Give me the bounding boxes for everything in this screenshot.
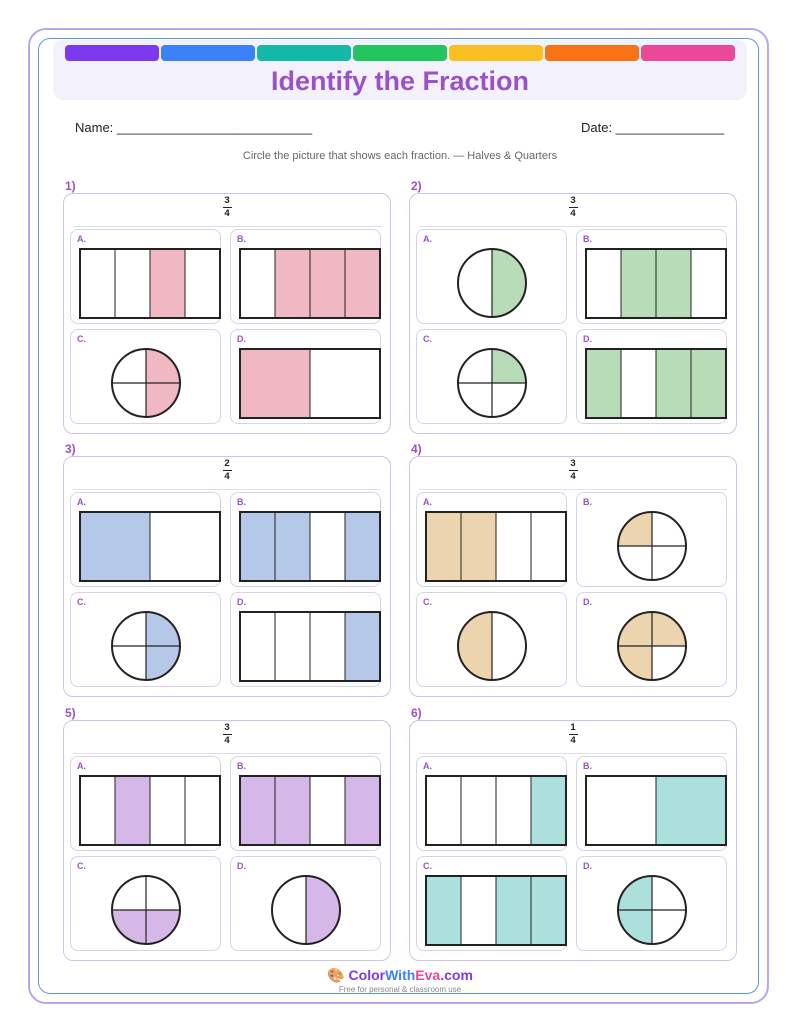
fraction-part	[275, 512, 310, 581]
fraction-denominator: 4	[570, 735, 576, 746]
fraction-numerator: 1	[570, 722, 576, 733]
fraction-part	[621, 249, 656, 318]
fraction-part	[80, 776, 115, 845]
fraction-part	[656, 349, 691, 418]
fraction-part	[150, 776, 185, 845]
target-fraction	[409, 723, 737, 746]
problem-5	[63, 706, 391, 961]
fraction-circle-model	[71, 857, 222, 952]
answer-option[interactable]	[230, 592, 381, 687]
option-letter: A.	[423, 497, 432, 507]
color-stripe-segment	[449, 45, 543, 61]
color-stripe-segment	[353, 45, 447, 61]
fraction-bar-model	[231, 593, 382, 688]
fraction-circle-model	[417, 330, 568, 425]
answer-option[interactable]	[230, 492, 381, 587]
fraction-part	[115, 776, 150, 845]
instructions: Circle the picture that shows each fraction. — Halves & Quarters	[242, 150, 558, 162]
option-letter: B.	[237, 234, 246, 244]
option-letter: C.	[77, 597, 86, 607]
fraction-bar-model	[417, 857, 568, 952]
answer-option[interactable]	[416, 492, 567, 587]
fraction-bar-model	[71, 230, 222, 325]
fraction-circle-model	[231, 857, 382, 952]
fraction-part	[461, 776, 496, 845]
fraction-part	[185, 776, 220, 845]
palette-icon: 🎨	[327, 967, 345, 983]
option-letter: A.	[77, 234, 86, 244]
answer-option[interactable]	[416, 856, 567, 951]
fraction-circle-model	[577, 857, 728, 952]
color-stripe-segment	[65, 45, 159, 61]
fraction-part	[306, 876, 340, 944]
footer	[0, 967, 800, 994]
target-fraction	[63, 723, 391, 746]
card-divider	[73, 226, 381, 227]
color-stripe-segment	[545, 45, 639, 61]
fraction-part	[272, 876, 306, 944]
problem-3	[63, 442, 391, 697]
brand-part-with: With	[385, 967, 416, 983]
option-letter: D.	[237, 861, 246, 871]
option-letter: A.	[77, 497, 86, 507]
page-title: Identify the Fraction	[270, 66, 530, 96]
fraction-bar-model	[231, 493, 382, 588]
footer-brand	[0, 967, 800, 984]
fraction-part	[275, 776, 310, 845]
fraction-part	[310, 776, 345, 845]
answer-option[interactable]	[576, 229, 727, 324]
answer-option[interactable]	[576, 592, 727, 687]
fraction-part	[458, 249, 492, 317]
answer-option[interactable]	[230, 756, 381, 851]
problem-number: 3)	[65, 442, 76, 456]
problem-4	[409, 442, 737, 697]
fraction-part	[496, 512, 531, 581]
answer-option[interactable]	[576, 856, 727, 951]
fraction-part	[345, 776, 380, 845]
fraction-part	[531, 776, 566, 845]
answer-option[interactable]	[416, 329, 567, 424]
fraction-part	[656, 776, 726, 845]
fraction-part	[586, 776, 656, 845]
fraction-part	[426, 776, 461, 845]
fraction-part	[185, 249, 220, 318]
answer-option[interactable]	[230, 329, 381, 424]
fraction-part	[80, 512, 150, 581]
color-stripe-segment	[257, 45, 351, 61]
fraction-circle-model	[417, 593, 568, 688]
answer-option[interactable]	[576, 329, 727, 424]
brand-part-tld: .com	[440, 967, 473, 983]
fraction-numerator: 3	[224, 195, 230, 206]
fraction-circle-model	[71, 593, 222, 688]
answer-option[interactable]	[70, 329, 221, 424]
fraction-part	[691, 249, 726, 318]
problem-number: 1)	[65, 179, 76, 193]
option-letter: D.	[583, 334, 592, 344]
fraction-part	[426, 512, 461, 581]
fraction-part	[586, 349, 621, 418]
color-stripe-segment	[161, 45, 255, 61]
fraction-part	[80, 249, 115, 318]
problem-2	[409, 179, 737, 434]
problem-6	[409, 706, 737, 961]
problem-number: 5)	[65, 706, 76, 720]
fraction-part	[531, 512, 566, 581]
fraction-bar-model	[577, 330, 728, 425]
fraction-part	[496, 776, 531, 845]
fraction-circle-model	[71, 330, 222, 425]
option-letter: B.	[237, 761, 246, 771]
fraction-part	[275, 612, 310, 681]
fraction-part	[656, 249, 691, 318]
fraction-part	[240, 249, 275, 318]
fraction-part	[621, 349, 656, 418]
option-letter: C.	[423, 334, 432, 344]
fraction-part	[458, 612, 492, 680]
name-field[interactable]: Name: ___________________________	[75, 120, 313, 135]
option-letter: B.	[583, 497, 592, 507]
fraction-part	[240, 512, 275, 581]
brand-part-color: Color	[348, 967, 386, 983]
fraction-part	[240, 612, 275, 681]
fraction-numerator: 3	[570, 458, 576, 469]
fraction-bar-model	[577, 757, 728, 852]
option-letter: D.	[583, 597, 592, 607]
option-letter: C.	[423, 861, 432, 871]
fraction-part	[240, 349, 310, 418]
fraction-numerator: 3	[570, 195, 576, 206]
fraction-part	[310, 349, 380, 418]
fraction-part	[310, 249, 345, 318]
answer-option[interactable]	[230, 229, 381, 324]
problem-number: 6)	[411, 706, 422, 720]
fraction-part	[461, 512, 496, 581]
fraction-part	[492, 612, 526, 680]
color-stripe-bar	[65, 45, 735, 61]
answer-option[interactable]	[576, 756, 727, 851]
fraction-part	[310, 512, 345, 581]
fraction-bar-model	[71, 493, 222, 588]
fraction-bar-model	[417, 757, 568, 852]
fraction-bar-model	[231, 757, 382, 852]
answer-option[interactable]	[70, 229, 221, 324]
target-fraction	[63, 459, 391, 482]
option-letter: D.	[583, 861, 592, 871]
fraction-numerator: 2	[224, 458, 230, 469]
option-letter: A.	[423, 761, 432, 771]
card-divider	[419, 753, 727, 754]
fraction-part	[345, 512, 380, 581]
card-divider	[419, 489, 727, 490]
fraction-circle-model	[577, 593, 728, 688]
fraction-part	[426, 876, 461, 945]
answer-option[interactable]	[70, 592, 221, 687]
fraction-part	[345, 249, 380, 318]
fraction-numerator: 3	[224, 722, 230, 733]
fraction-part	[275, 249, 310, 318]
color-stripe-segment	[641, 45, 735, 61]
option-letter: B.	[583, 761, 592, 771]
fraction-denominator: 4	[570, 208, 576, 219]
fraction-part	[115, 249, 150, 318]
answer-option[interactable]	[70, 856, 221, 951]
option-letter: B.	[583, 234, 592, 244]
fraction-part	[345, 612, 380, 681]
option-letter: A.	[77, 761, 86, 771]
answer-option[interactable]	[70, 756, 221, 851]
fraction-bar-model	[71, 757, 222, 852]
fraction-part	[496, 876, 531, 945]
fraction-circle-model	[417, 230, 568, 325]
problem-1	[63, 179, 391, 434]
option-letter: D.	[237, 334, 246, 344]
fraction-part	[586, 249, 621, 318]
fraction-denominator: 4	[570, 471, 576, 482]
card-divider	[419, 226, 727, 227]
fraction-part	[310, 612, 345, 681]
fraction-bar-model	[577, 230, 728, 325]
target-fraction	[63, 196, 391, 219]
card-divider	[73, 489, 381, 490]
brand-part-eva: Eva	[415, 967, 441, 983]
fraction-bar-model	[231, 330, 382, 425]
answer-option[interactable]	[576, 492, 727, 587]
problem-number: 2)	[411, 179, 422, 193]
footer-tagline: Free for personal & classroom use	[338, 985, 462, 994]
fraction-circle-model	[577, 493, 728, 588]
answer-option[interactable]	[230, 856, 381, 951]
option-letter: C.	[77, 334, 86, 344]
option-letter: D.	[237, 597, 246, 607]
fraction-part	[150, 512, 220, 581]
target-fraction	[409, 459, 737, 482]
fraction-part	[150, 249, 185, 318]
fraction-part	[492, 249, 526, 317]
fraction-denominator: 4	[224, 208, 230, 219]
answer-option[interactable]	[70, 492, 221, 587]
option-letter: A.	[423, 234, 432, 244]
fraction-part	[461, 876, 496, 945]
option-letter: B.	[237, 497, 246, 507]
fraction-part	[691, 349, 726, 418]
fraction-denominator: 4	[224, 471, 230, 482]
fraction-part	[531, 876, 566, 945]
option-letter: C.	[77, 861, 86, 871]
fraction-bar-model	[417, 493, 568, 588]
fraction-part	[240, 776, 275, 845]
card-divider	[73, 753, 381, 754]
fraction-denominator: 4	[224, 735, 230, 746]
date-field[interactable]: Date: _______________	[581, 120, 725, 135]
fraction-bar-model	[231, 230, 382, 325]
answer-option[interactable]	[416, 229, 567, 324]
answer-option[interactable]	[416, 592, 567, 687]
option-letter: C.	[423, 597, 432, 607]
target-fraction	[409, 196, 737, 219]
problem-number: 4)	[411, 442, 422, 456]
answer-option[interactable]	[416, 756, 567, 851]
